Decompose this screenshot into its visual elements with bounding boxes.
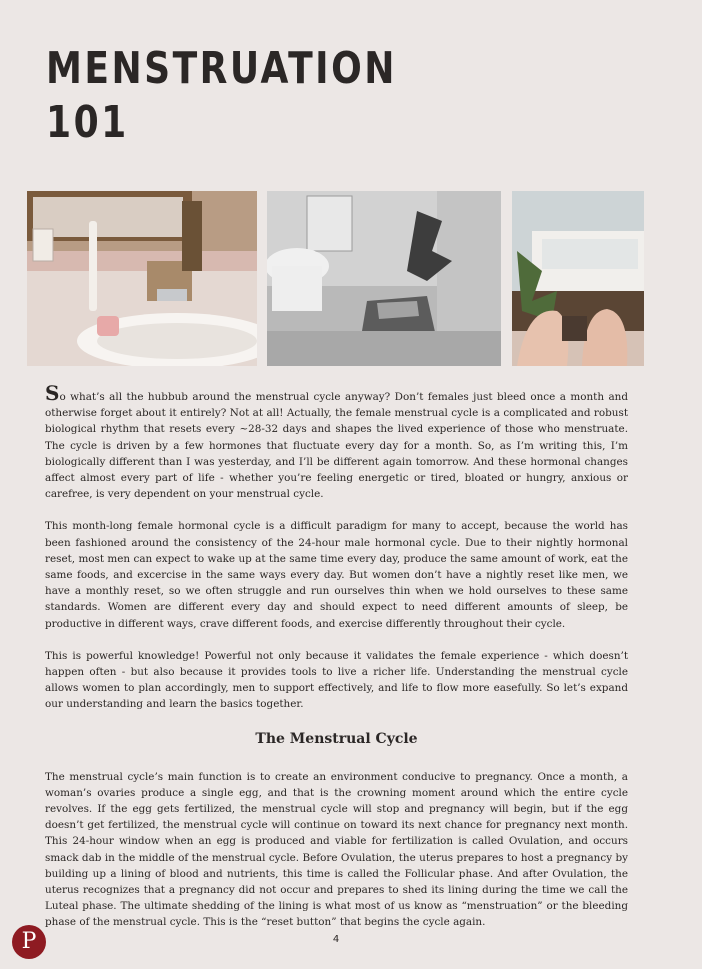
drop-cap: S: [45, 381, 60, 405]
paragraph-intro: [45, 381, 628, 502]
paragraph-powerful-knowledge: This is powerful knowledge! Powerful not only because it validates the female experience - which doesn’t happen often - but also because it provides tools to live a richer life. Understanding the menstrual cycle allows women to plan accordingly, men to support effectively, and life to flow more easefully. So let’s expand our understanding and learn the basics together.: [45, 649, 628, 711]
page-number: 4: [332, 934, 340, 945]
paragraph-cycle-function: The menstrual cycle’s main function is to create an environment conducive to pregnancy. Once a month, a woman’s ovaries produce a single egg, and that is the crowning moment around which the entire cycle revolves. If the egg gets fertilized, the menstrual cycle will stop and pregnancy will begin, but if the egg doesn’t get fertilized, the menstrual cycle will continue on toward its next chance for pregnancy next month. This 24-hour window when an egg is produced and viable for fertilization is called Ovulation, and occurs smack dab in the middle of the menstrual cycle. Before Ovulation, the uterus prepares to host a pregnancy by building up a lining of blood and nutrients, this time is called the Follicular phase. And after Ovulation, the uterus recognizes that a pregnancy did not occur and prepares to shed its lining during the time we call the Luteal phase. The ultimate shedding of the lining is what most of us know as “menstruation” or the bleeding phase of the menstrual cycle. This is the “reset button” that begins the cycle again.: [45, 770, 628, 929]
title-line-1: MENSTRUATION: [46, 43, 397, 94]
page-title: [46, 42, 397, 150]
bathroom-floor-photo: [267, 191, 501, 366]
title-line-2: 101: [46, 97, 129, 148]
section-heading: The Menstrual Cycle: [255, 730, 418, 747]
bathroom-sink-photo: [27, 191, 257, 366]
paragraph-hormonal-cycle: This month-long female hormonal cycle is a difficult paradigm for many to accept, because the world has been fashioned around the consistency of the 24-hour male hormonal cycle. Due to their nightly hormonal reset, most men can expect to wake up at the same time every day, produce the same amount of work, eat the same foods, and excercise in the same ways every day. But women don’t have a nightly reset like men, we have a monthly reset, so we often struggle and run ourselves thin when we hold ourselves to these same standards. Women are different every day and should expect to need different amounts of sleep, be productive in different ways, crave different foods, and exercise differently throughout their cycle.: [45, 520, 628, 630]
publisher-logo: P: [12, 925, 46, 959]
paragraph-intro-text: o what’s all the hubbub around the menstrual cycle anyway? Don’t females just bleed once a month and otherwise forget about it entirely? Not at all! Actually, the female menstrual cycle is a complicated and robust biological rhythm that resets every ~28-32 days and shapes the lived experience of those who menstruate. The cycle is driven by a few hormones that fluctuate every day for a month. So, as I’m writing this, I’m biologically different than I was yesterday, and I’ll be different again tomorrow. And these hormonal changes affect almost every part of life - whether you’re feeling energetic or tired, bloated or hungry, anxious or carefree, is very dependent on your menstrual cycle.: [45, 391, 628, 501]
bathtub-legs-photo: [512, 191, 644, 366]
article-body: [45, 381, 628, 947]
